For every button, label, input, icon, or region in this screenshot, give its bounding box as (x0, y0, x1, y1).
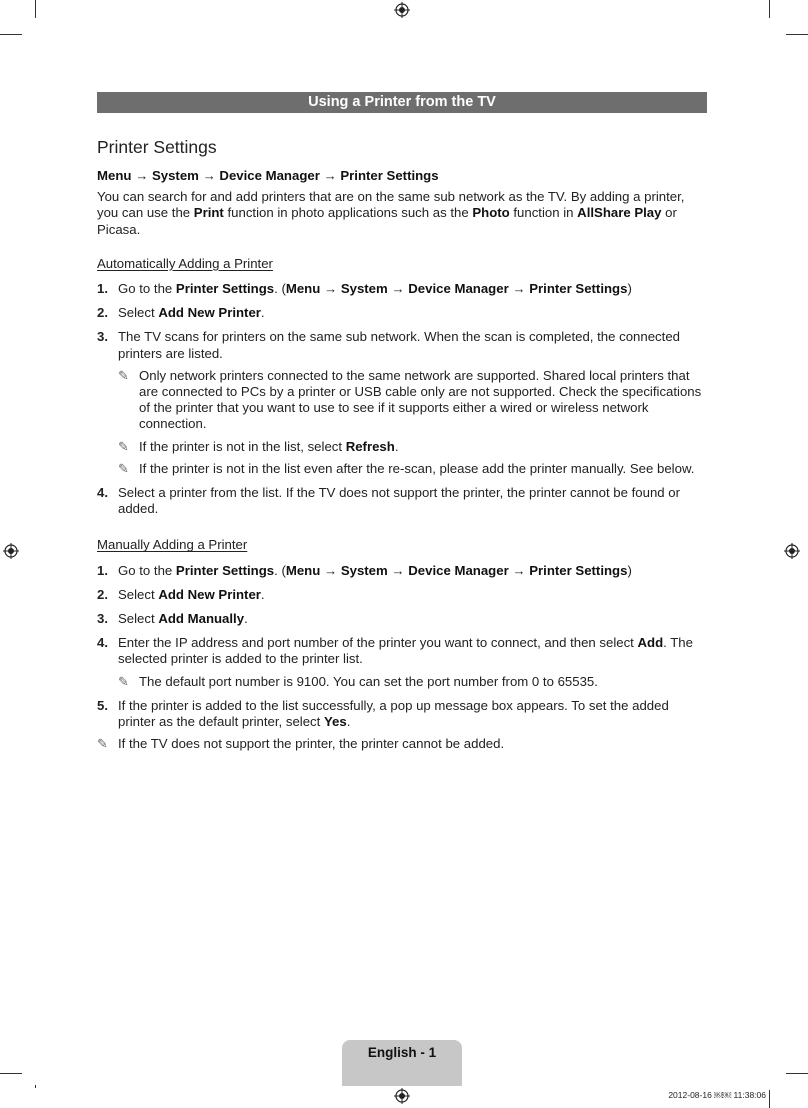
crop-mark (769, 0, 770, 18)
list-item (97, 587, 707, 603)
crop-mark (786, 34, 808, 35)
note (97, 736, 707, 752)
crop-mark (0, 34, 22, 35)
note (118, 674, 707, 690)
crop-mark (35, 1085, 36, 1088)
note-text: If the TV does not support the printer, the printer cannot be added. (118, 736, 505, 752)
list-item (97, 485, 707, 517)
list-item (97, 563, 707, 579)
step-number: 1. (97, 281, 108, 297)
note-text: Only network printers connected to the same network are supported. Shared local printers that are connected to PCs by a printer or USB cable only are not supported. Check the specifications of the printer that you want to use to see if it supports either a wired or wireless network connection. (139, 367, 702, 432)
intro-bold: Print (193, 205, 224, 221)
step-text: Select Add New Printer. (118, 305, 265, 321)
print-timestamp: 2012-08-16 ￼￼ 11:38:06 (668, 1090, 766, 1100)
path-item: Device Manager (219, 168, 320, 183)
crop-mark (769, 1090, 770, 1108)
step-number: 5. (97, 697, 108, 713)
crop-mark (786, 1073, 808, 1074)
intro-text: You can search for and add printers that are on the same sub network as the TV. By adding a printer, you can use the (97, 189, 685, 221)
registration-mark-icon (394, 2, 410, 18)
list-item (97, 611, 707, 627)
intro-bold: AllShare Play (577, 205, 662, 221)
page-title: Printer Settings (97, 137, 217, 157)
path-item: System (151, 168, 199, 183)
list-item (97, 329, 707, 477)
subsection-title-manual: Manually Adding a Printer (97, 537, 248, 553)
step-text: Go to the Printer Settings. (Menu → System → Device Manager → Printer Settings) (118, 281, 632, 297)
step-number: 3. (97, 329, 108, 345)
path-item: Printer Settings (340, 168, 439, 183)
registration-mark-icon (784, 543, 800, 559)
step-number: 2. (97, 305, 108, 321)
step-text: If the printer is added to the list successfully, a pop up message box appears. To set the added printer as the default printer, select Yes. (118, 697, 669, 730)
menu-path (97, 168, 707, 184)
step-text: Select Add New Printer. (118, 586, 265, 602)
step-number: 1. (97, 562, 108, 578)
path-arrow: → (135, 168, 149, 183)
intro-text: function in photo applications such as the (223, 205, 473, 221)
crop-mark (0, 1073, 22, 1074)
subsection-title-auto: Automatically Adding a Printer (97, 255, 273, 271)
pencil-note-icon: ✎ (118, 367, 129, 383)
pencil-note-icon: ✎ (118, 460, 129, 476)
step-body: Enter the IP address and port number of the printer you want to connect, and then select Add. The selected printer is added to the printer list. (118, 635, 693, 667)
step-number: 4. (97, 635, 108, 651)
registration-mark-icon (394, 1088, 410, 1104)
intro-text: function in (509, 205, 578, 221)
note (118, 439, 707, 455)
intro-paragraph (97, 189, 707, 238)
step-text: Select Add Manually. (118, 611, 248, 627)
step-body: The TV scans for printers on the same sub network. When the scan is completed, the connected printers are listed. (118, 329, 680, 361)
intro-text: or Picasa. (97, 205, 677, 237)
list-item (97, 698, 707, 730)
step-text: Go to the Printer Settings. (Menu → System → Device Manager → Printer Settings) (118, 562, 632, 578)
list-item (97, 305, 707, 321)
step-number: 4. (97, 485, 108, 501)
note-text: If the printer is not in the list, select Refresh. (139, 438, 399, 454)
pencil-note-icon: ✎ (118, 673, 129, 689)
path-arrow: → (202, 168, 216, 183)
step-number: 3. (97, 611, 108, 627)
step-number: 2. (97, 586, 108, 602)
crop-mark (35, 0, 36, 18)
registration-mark-icon (3, 543, 19, 559)
step-text (118, 329, 707, 477)
list-item (97, 635, 707, 690)
pencil-note-icon: ✎ (118, 438, 129, 454)
list-item (97, 281, 707, 297)
page-content (97, 136, 707, 752)
note-text: The default port number is 9100. You can set the port number from 0 to 65535. (139, 673, 598, 689)
step-text: Select a printer from the list. If the TV does not support the printer, the printer cannot be found or added. (118, 485, 681, 517)
pencil-note-icon: ✎ (97, 736, 108, 752)
section-banner: Using a Printer from the TV (97, 92, 707, 113)
path-item: Menu (97, 168, 132, 183)
intro-bold: Photo (472, 205, 510, 221)
step-text (118, 635, 707, 690)
note (118, 461, 707, 477)
page-number-tab: English - 1 (342, 1040, 462, 1086)
path-arrow: → (323, 168, 337, 183)
note (118, 368, 707, 433)
note-text: If the printer is not in the list even after the re-scan, please add the printer manually. See below. (139, 460, 695, 476)
